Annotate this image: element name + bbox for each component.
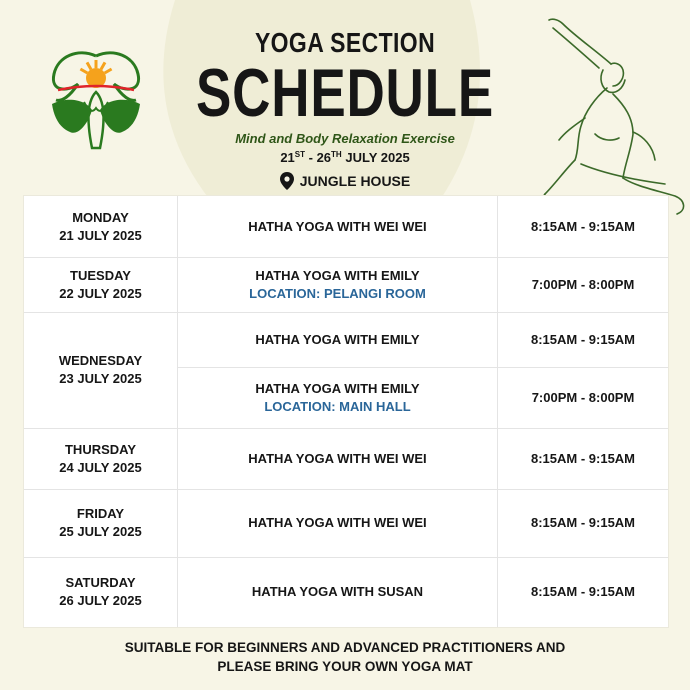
day-cell: [24, 557, 177, 627]
day-date: 26 JULY 2025: [59, 593, 142, 608]
time-cell: [498, 557, 668, 627]
class-name: HATHA YOGA WITH WEI WEI: [248, 218, 427, 234]
start-day-suffix: ST: [294, 150, 306, 159]
class-name: HATHA YOGA WITH WEI WEI: [248, 450, 427, 466]
class-time: 8:15AM - 9:15AM: [530, 450, 636, 466]
time-cell: [498, 489, 668, 557]
section-title: YOGA SECTION: [254, 27, 436, 58]
venue-name: JUNGLE HOUSE: [299, 173, 411, 189]
footer-line: SUITABLE FOR BEGINNERS AND ADVANCED PRACTITIONERS AND: [124, 640, 566, 655]
footer-line: PLEASE BRING YOUR OWN YOGA MAT: [217, 659, 473, 674]
location-pin-icon: [280, 172, 294, 190]
class-name: HATHA YOGA WITH SUSAN: [251, 584, 424, 599]
day-name: FRIDAY: [76, 506, 125, 521]
class-name: HATHA YOGA WITH EMILY: [255, 380, 420, 396]
end-day-suffix: TH: [331, 150, 342, 159]
subtitle: Mind and Body Relaxation Exercise: [235, 131, 455, 146]
class-name: HATHA YOGA WITH EMILY: [255, 267, 420, 283]
day-name: MONDAY: [72, 209, 129, 225]
class-time: 8:15AM - 9:15AM: [530, 218, 636, 234]
time-cell: [498, 257, 668, 312]
class-cell: [178, 367, 497, 428]
start-day: 21: [280, 150, 295, 165]
class-time: 8:15AM - 9:15AM: [530, 584, 636, 599]
day-name: TUESDAY: [70, 267, 131, 283]
class-cell: [178, 257, 497, 312]
class-name: HATHA YOGA WITH EMILY: [255, 331, 420, 347]
class-cell: [178, 312, 497, 367]
class-time: 8:15AM - 9:15AM: [530, 515, 636, 530]
day-cell: [24, 428, 177, 489]
day-name: WEDNESDAY: [58, 353, 143, 368]
class-name: HATHA YOGA WITH WEI WEI: [248, 515, 427, 530]
time-cell: [498, 312, 668, 367]
class-time: 7:00PM - 8:00PM: [531, 276, 635, 292]
class-location: LOCATION: MAIN HALL: [264, 398, 411, 414]
class-location: LOCATION: PELANGI ROOM: [249, 285, 426, 301]
day-cell: [24, 489, 177, 557]
day-date: 21 JULY 2025: [59, 227, 142, 243]
class-cell: [178, 428, 497, 489]
day-name: THURSDAY: [64, 441, 137, 457]
time-cell: [498, 367, 668, 428]
day-cell: [24, 257, 177, 312]
class-time: 8:15AM - 9:15AM: [530, 331, 636, 347]
day-cell: [24, 312, 177, 428]
day-date: 22 JULY 2025: [59, 285, 142, 301]
time-cell: [498, 428, 668, 489]
footer-note: [0, 638, 690, 676]
month-year: JULY 2025: [345, 150, 410, 165]
day-name: SATURDAY: [65, 575, 136, 590]
day-date: 24 JULY 2025: [59, 459, 142, 475]
day-cell: [24, 196, 177, 257]
page-title: SCHEDULE: [195, 55, 494, 131]
class-cell: [178, 489, 497, 557]
venue: [0, 172, 690, 190]
day-date: 25 JULY 2025: [59, 524, 142, 539]
schedule-table: [24, 196, 668, 627]
class-cell: [178, 557, 497, 627]
class-time: 7:00PM - 8:00PM: [531, 389, 635, 405]
time-cell: [498, 196, 668, 257]
day-date: 23 JULY 2025: [59, 371, 142, 386]
date-range: 21ST - 26TH JULY 2025: [280, 150, 410, 165]
end-day: 26: [316, 150, 332, 165]
class-cell: [178, 196, 497, 257]
